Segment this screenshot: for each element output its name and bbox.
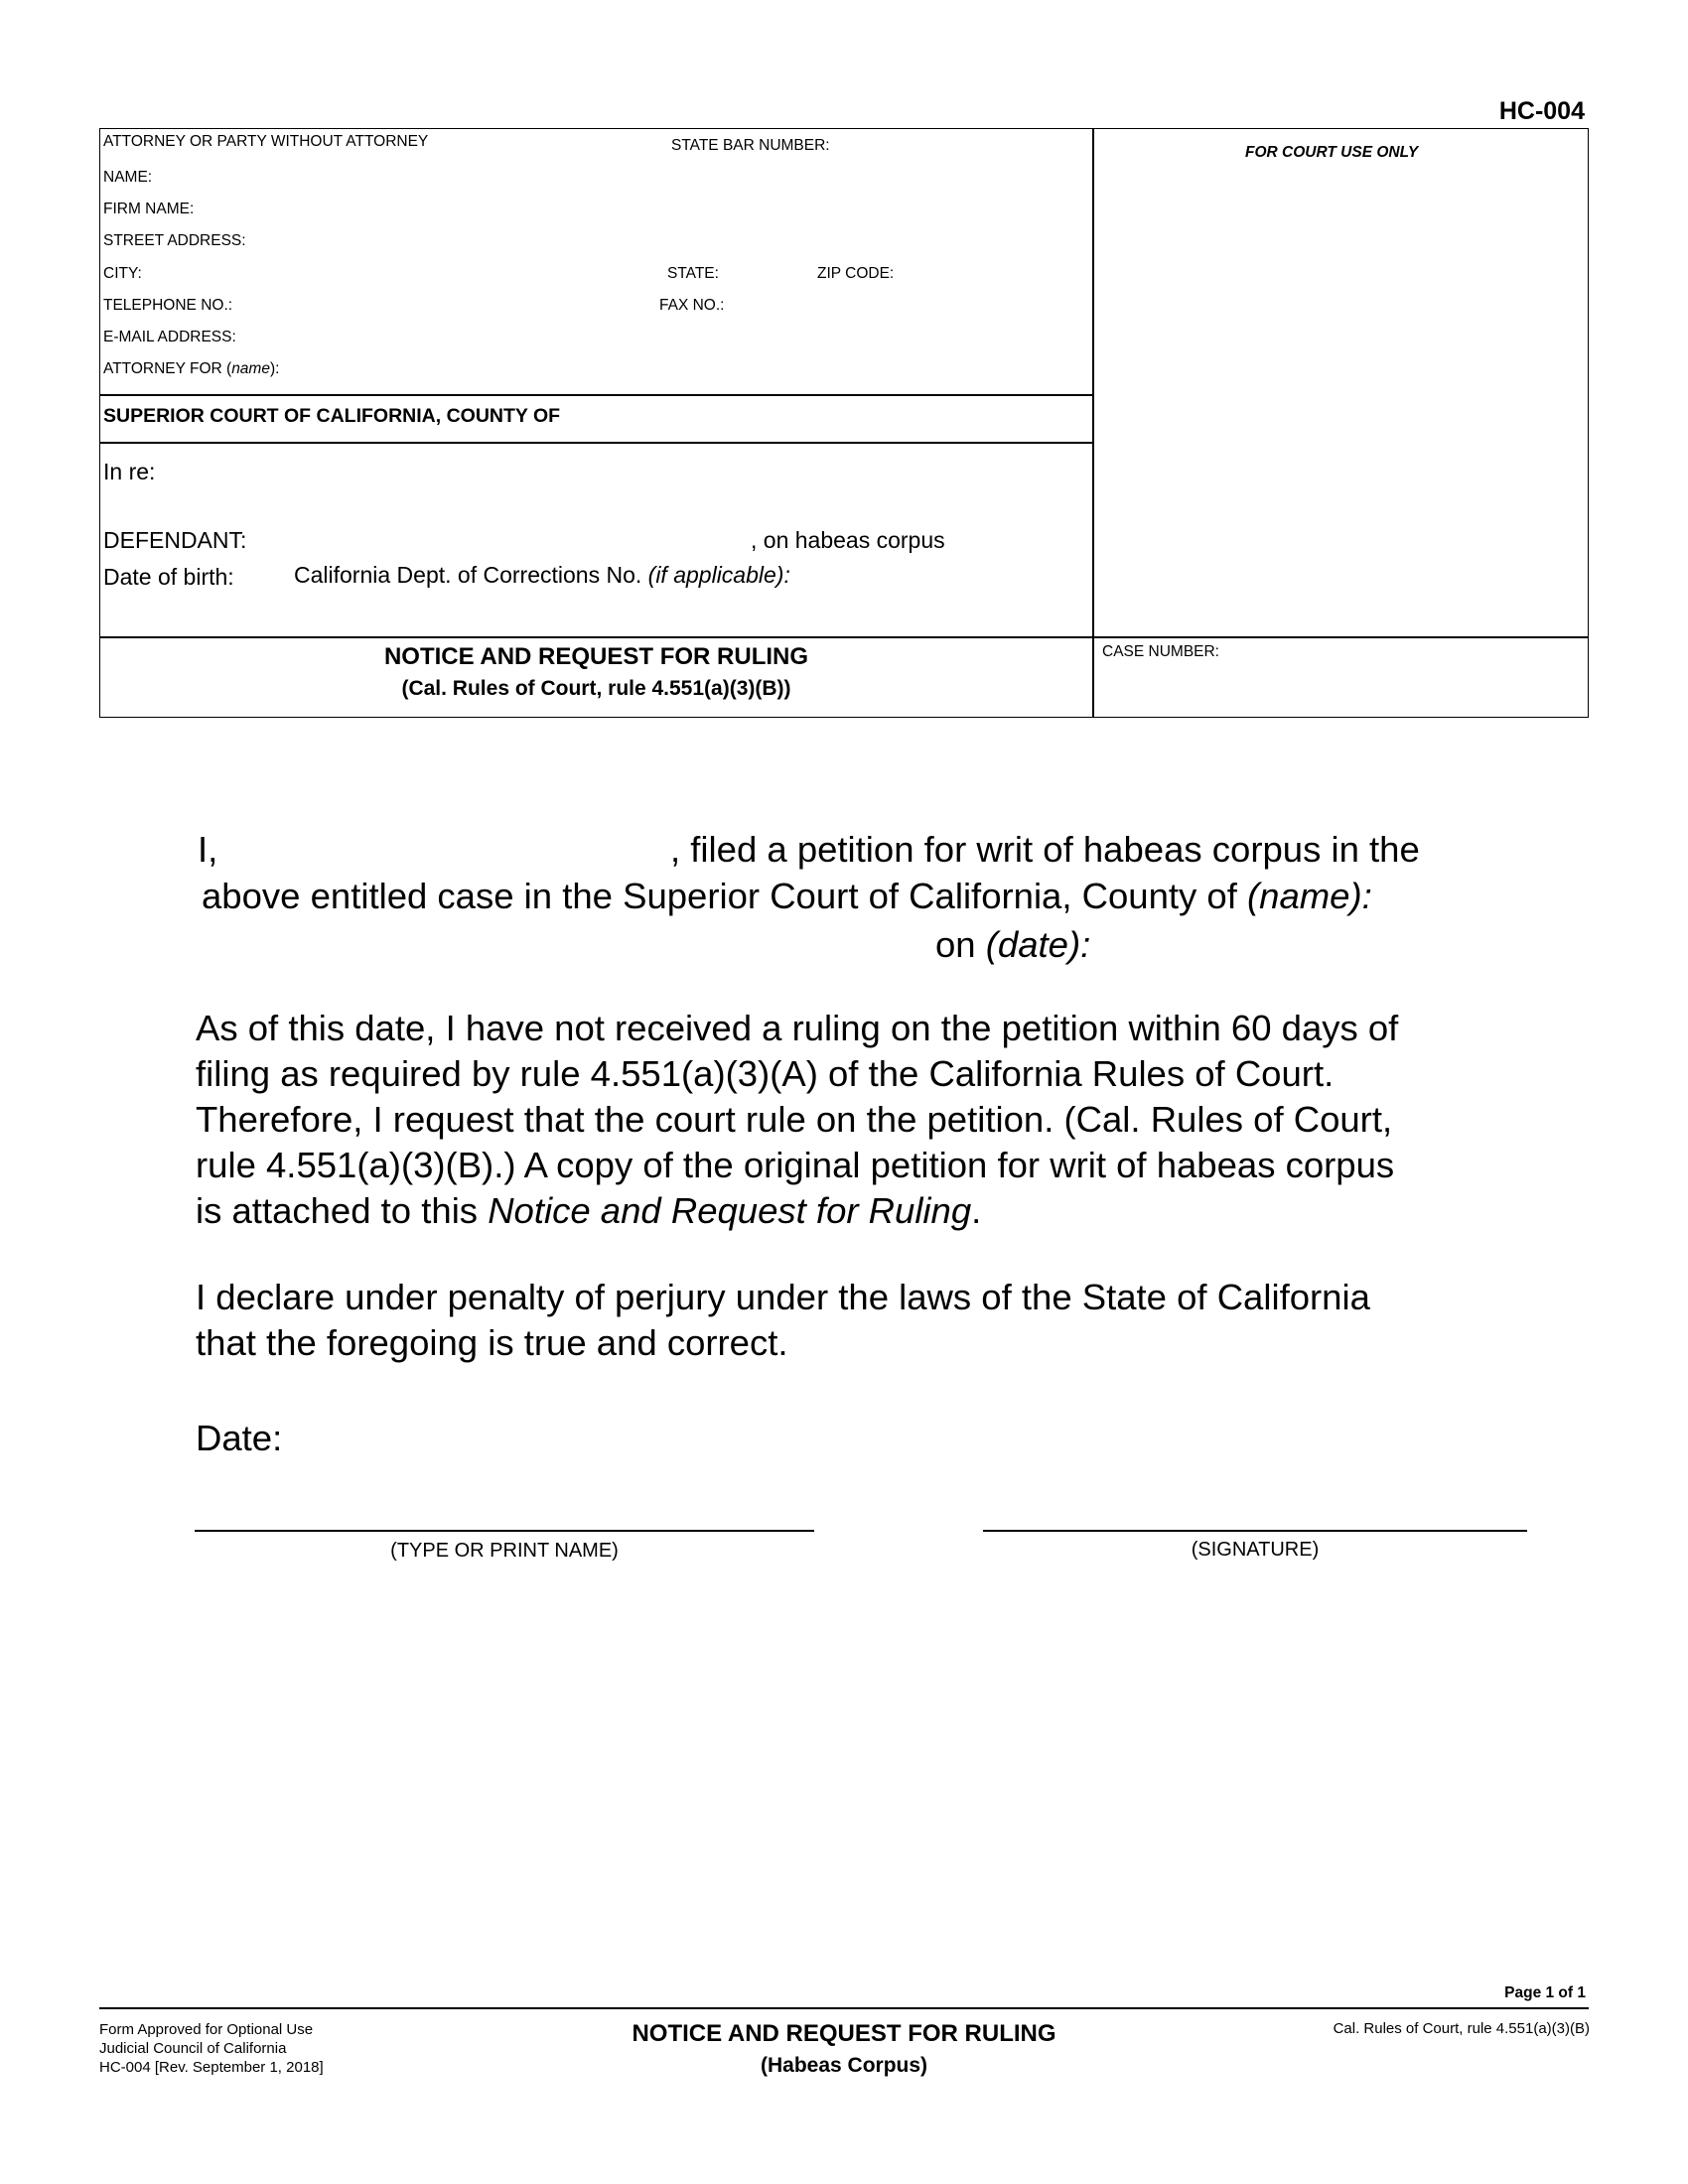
- paragraph-1: [196, 1006, 1398, 1234]
- attorney-or-party-label: ATTORNEY OR PARTY WITHOUT ATTORNEY: [103, 133, 429, 150]
- paragraph-2-line: that the foregoing is true and correct.: [196, 1322, 788, 1363]
- court-divider-bottom: [99, 442, 1093, 444]
- on-date-plain: on: [935, 924, 986, 965]
- in-re-label: In re:: [103, 459, 156, 484]
- paragraph-1-line: As of this date, I have not received a ruling on the petition within 60 days of: [196, 1008, 1399, 1048]
- attorney-for-label: [103, 360, 279, 378]
- footer-subtitle: (Habeas Corpus): [760, 2054, 928, 2077]
- paragraph-1-line: Therefore, I request that the court rule on the petition. (Cal. Rules of Court,: [196, 1099, 1393, 1140]
- court-divider-top: [99, 394, 1093, 396]
- on-habeas-corpus: , on habeas corpus: [751, 527, 945, 553]
- city-label: CITY:: [103, 265, 142, 282]
- court-heading: SUPERIOR COURT OF CALIFORNIA, COUNTY OF: [103, 405, 561, 427]
- date-label: Date:: [196, 1418, 283, 1458]
- cdc-italic: (if applicable):: [647, 562, 790, 588]
- print-name-caption: (TYPE OR PRINT NAME): [390, 1540, 619, 1562]
- i-label: I,: [198, 829, 218, 870]
- on-date-italic: (date):: [985, 924, 1091, 965]
- paragraph-1-line: filing as required by rule 4.551(a)(3)(A) of the California Rules of Court.: [196, 1053, 1335, 1094]
- paragraph-1-last-suffix: .: [971, 1190, 982, 1231]
- title-divider: [99, 636, 1589, 638]
- attorney-for-italic: name: [231, 360, 270, 377]
- footer-left: [99, 2020, 324, 2077]
- form-subtitle: (Cal. Rules of Court, rule 4.551(a)(3)(B)): [401, 677, 791, 700]
- form-number: HC-004: [1498, 97, 1585, 125]
- form-title: NOTICE AND REQUEST FOR RULING: [383, 643, 809, 670]
- caption-vertical-divider: [1092, 128, 1094, 718]
- name-label: NAME:: [103, 169, 153, 186]
- footer-left-line: Judicial Council of California: [99, 2040, 287, 2057]
- date-of-birth-label: Date of birth:: [103, 564, 234, 590]
- page-number: Page 1 of 1: [1504, 1984, 1586, 2001]
- firm-name-label: FIRM NAME:: [103, 201, 195, 217]
- above-entitled-text: [202, 874, 1372, 919]
- state-label: STATE:: [667, 265, 719, 282]
- attorney-for-prefix: ATTORNEY FOR (: [103, 360, 232, 377]
- above-entitled-italic: (name):: [1247, 876, 1372, 916]
- fax-label: FAX NO.:: [659, 297, 725, 314]
- telephone-label: TELEPHONE NO.:: [103, 297, 233, 314]
- case-number-label: CASE NUMBER:: [1102, 643, 1219, 660]
- paragraph-1-last-prefix: is attached to this: [196, 1190, 489, 1231]
- footer-title: NOTICE AND REQUEST FOR RULING: [632, 2020, 1056, 2047]
- footer-left-line: Form Approved for Optional Use: [99, 2021, 314, 2038]
- cdc-prefix: California Dept. of Corrections No.: [294, 562, 648, 588]
- state-bar-number-label: STATE BAR NUMBER:: [671, 137, 830, 154]
- paragraph-1-last-line: [196, 1188, 1398, 1234]
- attorney-for-suffix: ):: [269, 360, 280, 377]
- print-name-line[interactable]: [195, 1530, 814, 1532]
- email-label: E-MAIL ADDRESS:: [103, 329, 236, 345]
- defendant-label: DEFENDANT:: [103, 527, 247, 553]
- above-entitled-plain: above entitled case in the Superior Court of California, County of: [202, 876, 1248, 916]
- footer-rule: [99, 2007, 1589, 2009]
- filed-petition-text: , filed a petition for writ of habeas corpus in the: [670, 829, 1420, 870]
- signature-caption: (SIGNATURE): [1191, 1539, 1320, 1561]
- paragraph-2: [196, 1275, 1370, 1366]
- for-court-use-only-label: FOR COURT USE ONLY: [1245, 144, 1419, 161]
- footer-rule-citation: Cal. Rules of Court, rule 4.551(a)(3)(B): [1333, 2020, 1590, 2037]
- paragraph-1-line: rule 4.551(a)(3)(B).) A copy of the original petition for writ of habeas corpus: [196, 1145, 1395, 1185]
- on-date-text: [935, 922, 1090, 968]
- street-address-label: STREET ADDRESS:: [103, 232, 246, 249]
- footer-left-line: HC-004 [Rev. September 1, 2018]: [99, 2059, 324, 2076]
- paragraph-2-line: I declare under penalty of perjury under the laws of the State of California: [196, 1277, 1370, 1317]
- paragraph-1-last-italic: Notice and Request for Ruling: [488, 1190, 972, 1231]
- zip-code-label: ZIP CODE:: [817, 265, 895, 282]
- signature-line[interactable]: [983, 1530, 1527, 1532]
- cdc-number-label: [294, 562, 790, 589]
